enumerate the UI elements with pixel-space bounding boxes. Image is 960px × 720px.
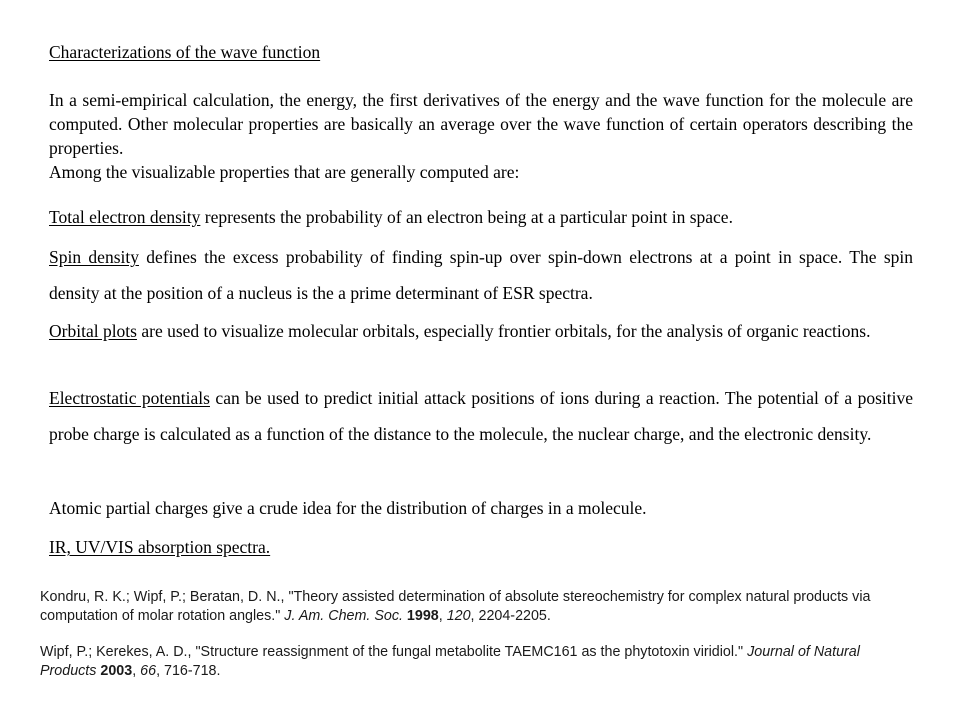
intro-lead: Among the visualizable properties that are generally computed are:	[49, 162, 520, 182]
reference-authors: Kondru, R. K.; Wipf, P.; Beratan, D. N.,	[40, 589, 289, 605]
reference-title: "Theory assisted determination of absolute stereochemistry for complex natural products via computation of molar rotation angles."	[40, 589, 871, 624]
reference-kondru: Kondru, R. K.; Wipf, P.; Beratan, D. N., "Theory assisted determination of absolute stereochemistry for complex natural products via computation of molar rotation angles." J. Am. Chem. Soc. 1998, 120, 2204-2205.	[40, 589, 871, 624]
reference-pages: 716-718.	[164, 663, 221, 679]
property-description: are used to visualize molecular orbitals, especially frontier orbitals, for the analysis of organic reactions.	[136, 321, 871, 341]
property-term: Spin density	[49, 247, 139, 267]
intro-paragraph: In a semi-empirical calculation, the energy, the first derivatives of the energy and the wave function for the molecule are computed. Other molecular properties are basically an average over the wave function of certain operators describing the properties.	[49, 90, 913, 158]
reference-authors: Wipf, P.; Kerekes, A. D.,	[40, 644, 196, 660]
property-description: Atomic partial charges give a crude idea for the distribution of charges in a molecule.	[49, 498, 647, 518]
property-electrostatic-potentials	[49, 380, 913, 452]
property-term: Electrostatic potentials	[49, 388, 210, 408]
property-term: Total electron density	[49, 207, 201, 227]
reference-year: 1998	[406, 608, 439, 624]
property-absorption-spectra	[49, 529, 913, 565]
slide-title: Characterizations of the wave function	[49, 42, 321, 62]
reference-volume: 66	[140, 663, 157, 679]
reference-journal: Journal of Natural Products	[40, 644, 860, 679]
reference-year: 2003	[100, 663, 133, 679]
reference-pages: 2204-2205.	[478, 608, 551, 624]
property-spin-density	[49, 239, 913, 311]
reference-wipf: Wipf, P.; Kerekes, A. D., "Structure reassignment of the fungal metabolite TAEMC161 as the phytotoxin viridiol." Journal of Natural Products 2003, 66, 716-718.	[40, 644, 860, 679]
property-atomic-partial-charges	[49, 490, 913, 526]
property-description: defines the excess probability of finding spin-up over spin-down electrons at a point in space. The spin density at the position of a nucleus is the a prime determinant of ESR spectra.	[49, 247, 913, 303]
property-description: represents the probability of an electron being at a particular point in space.	[200, 207, 733, 227]
reference-title: "Structure reassignment of the fungal metabolite TAEMC161 as the phytotoxin viridiol."	[195, 644, 748, 660]
property-term: IR, UV/VIS absorption spectra.	[49, 537, 271, 557]
property-orbital-plots	[49, 313, 913, 349]
property-term: Orbital plots	[49, 321, 137, 341]
reference-journal: J. Am. Chem. Soc.	[284, 608, 403, 624]
reference-volume: 120	[446, 608, 471, 624]
property-total-electron-density	[49, 199, 913, 235]
property-description: can be used to predict initial attack positions of ions during a reaction. The potential of a positive probe charge is calculated as a function of the distance to the molecule, the nuclear charge, and the electronic density.	[49, 388, 913, 444]
